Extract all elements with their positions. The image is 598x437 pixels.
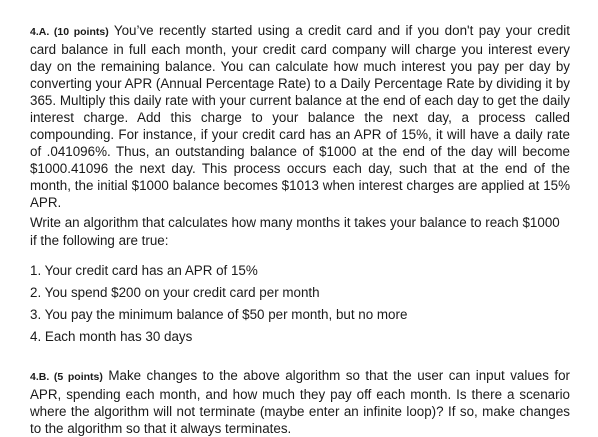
part-a-prompt: Write an algorithm that calculates how many months it takes your balance to reach $1000 if the following are true:: [30, 215, 560, 248]
condition-item: 4. Each month has 30 days: [30, 329, 193, 345]
problem-document: [30, 22, 570, 437]
part-a-label: 4.A. (10 points): [30, 26, 109, 38]
part-b-paragraph: [30, 367, 570, 437]
conditions-list: [30, 262, 570, 345]
condition-item: 2. You spend $200 on your credit card per month: [30, 285, 320, 301]
part-b-label: 4.B. (5 points): [30, 371, 103, 384]
condition-item: 3. You pay the minimum balance of $50 per month, but no more: [30, 307, 408, 323]
part-b-body: Make changes to the above algorithm so that the user can input values for APR, spending each month, and how much they pay off each month. Is there a scenario where the algorithm will not terminate (maybe enter an infinite loop)? If so, make changes to the algorithm so that it always terminates.: [30, 368, 571, 437]
condition-item: 1. Your credit card has an APR of 15%: [30, 263, 258, 279]
part-a-body: You’ve recently started using a credit card and if you don't pay your credit card balance in full each month, your credit card company will charge you interest every day on the remaining balance. You can calculate how much interest you pay per day by converting your APR (Annual Percentage Rate) to a Daily Percentage Rate by dividing it by 365. Multiply this daily rate with your current balance at the end of each day to get the daily interest charge. Add this charge to your balance the next day, a process called compounding. For instance, if your credit card has an APR of 15%, it will have a daily rate of .041096%. Thus, an outstanding balance of $1000 at the end of the day will become $1000.41096 the next day. This process occurs each day, such that at the end of the month, the initial $1000 balance becomes $1013 when interest charges are applied at 15% APR.: [30, 23, 570, 210]
part-a-paragraph: [30, 22, 570, 211]
